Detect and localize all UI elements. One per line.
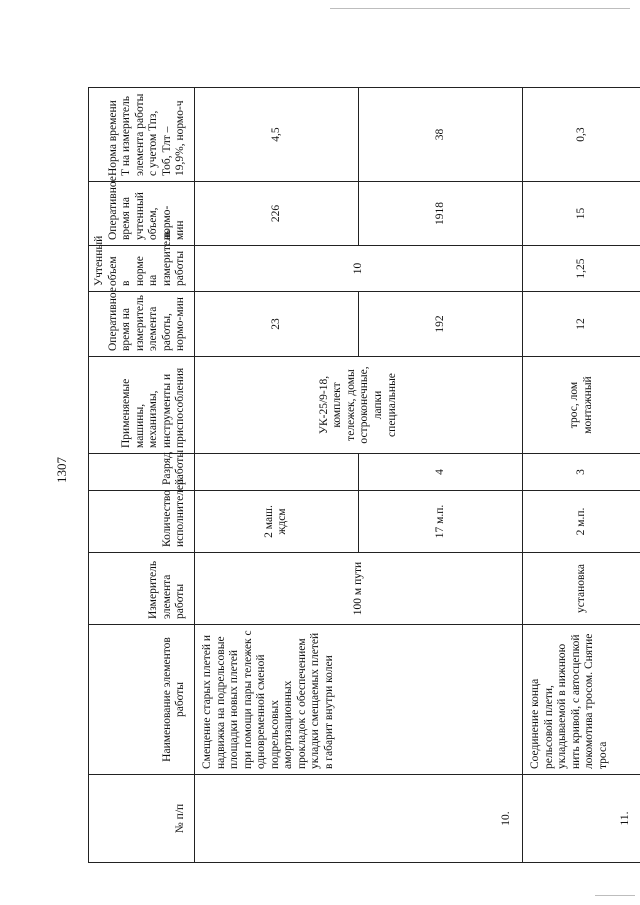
row-norm: 38	[358, 88, 522, 182]
row-volume: 1,25	[522, 246, 640, 292]
row-op-time-total: 15	[522, 182, 640, 246]
row-volume: 10	[194, 246, 522, 292]
page-number: 1307	[54, 457, 69, 483]
row-name: Смещение старых плетей и надвижка на подрельсовые площадки новых плетей при помощи пары тележек с одновременной сменой подрельсовых амортизационных прокладок с обеспечением укладки смещаемых плетей в габарит внутри колеи	[194, 625, 522, 775]
header-op-time-total: Оперативное время на учтенный объем, нормо-мин	[89, 182, 195, 246]
row-meter: 100 м пути	[194, 553, 522, 625]
row-grade	[194, 454, 358, 491]
row-op-time: 192	[358, 292, 522, 357]
row-tools-line1: УК-25/9-18, комплект тележек, домы	[317, 369, 357, 441]
row-norm: 4,5	[194, 88, 358, 182]
row-tools: трос, лом монтажный	[522, 357, 640, 454]
header-num: № п/п	[89, 775, 195, 863]
row-tools-line2: остроконечные, лапки специальные	[358, 366, 398, 444]
row-op-time-total: 1918	[358, 182, 522, 246]
table-row	[522, 88, 640, 863]
header-op-time: Оперативное время на измеритель элемента работы, нормо-мин	[89, 292, 195, 357]
row-num: 11.	[522, 775, 640, 863]
header-volume: Учтенный объем в норме на измеритель работы	[89, 246, 195, 292]
row-norm: 0,3	[522, 88, 640, 182]
row-num: 10.	[194, 775, 522, 863]
row-staff-count: 2 маш. ждсм	[194, 491, 358, 553]
header-tools: Применяемые машины, механизмы, инструменты и приспособления	[89, 357, 195, 454]
norm-table	[88, 87, 640, 863]
header-meter: Измеритель элемента работы	[89, 553, 195, 625]
header-norm: Норма времени Т на измеритель элемента работы с учетом Тпз, Тоб, Тлт – 19,9%, нормо-ч	[89, 88, 195, 182]
scan-edge-bottom	[595, 895, 635, 896]
row-staff-count: 17 м.п.	[358, 491, 522, 553]
row-staff-count: 2 м.п.	[522, 491, 640, 553]
header-grade: Разряд работы	[89, 454, 195, 491]
row-op-time: 12	[522, 292, 640, 357]
row-tools	[194, 357, 522, 454]
row-name: Соединение конца рельсовой плети, укладываемой в нижнюю нить кривой, с автосцепкой локомотива тросом. Снятие троса	[522, 625, 640, 775]
header-staff-count: Количество исполнителей	[89, 491, 195, 553]
row-grade: 3	[522, 454, 640, 491]
row-op-time-total: 226	[194, 182, 358, 246]
scan-edge-top	[330, 8, 630, 9]
table-row	[194, 88, 358, 863]
header-name: Наименование элементов работы	[89, 625, 195, 775]
row-grade: 4	[358, 454, 522, 491]
header-row	[89, 88, 195, 863]
norm-table-container	[88, 88, 632, 863]
row-meter: установка	[522, 553, 640, 625]
row-op-time: 23	[194, 292, 358, 357]
